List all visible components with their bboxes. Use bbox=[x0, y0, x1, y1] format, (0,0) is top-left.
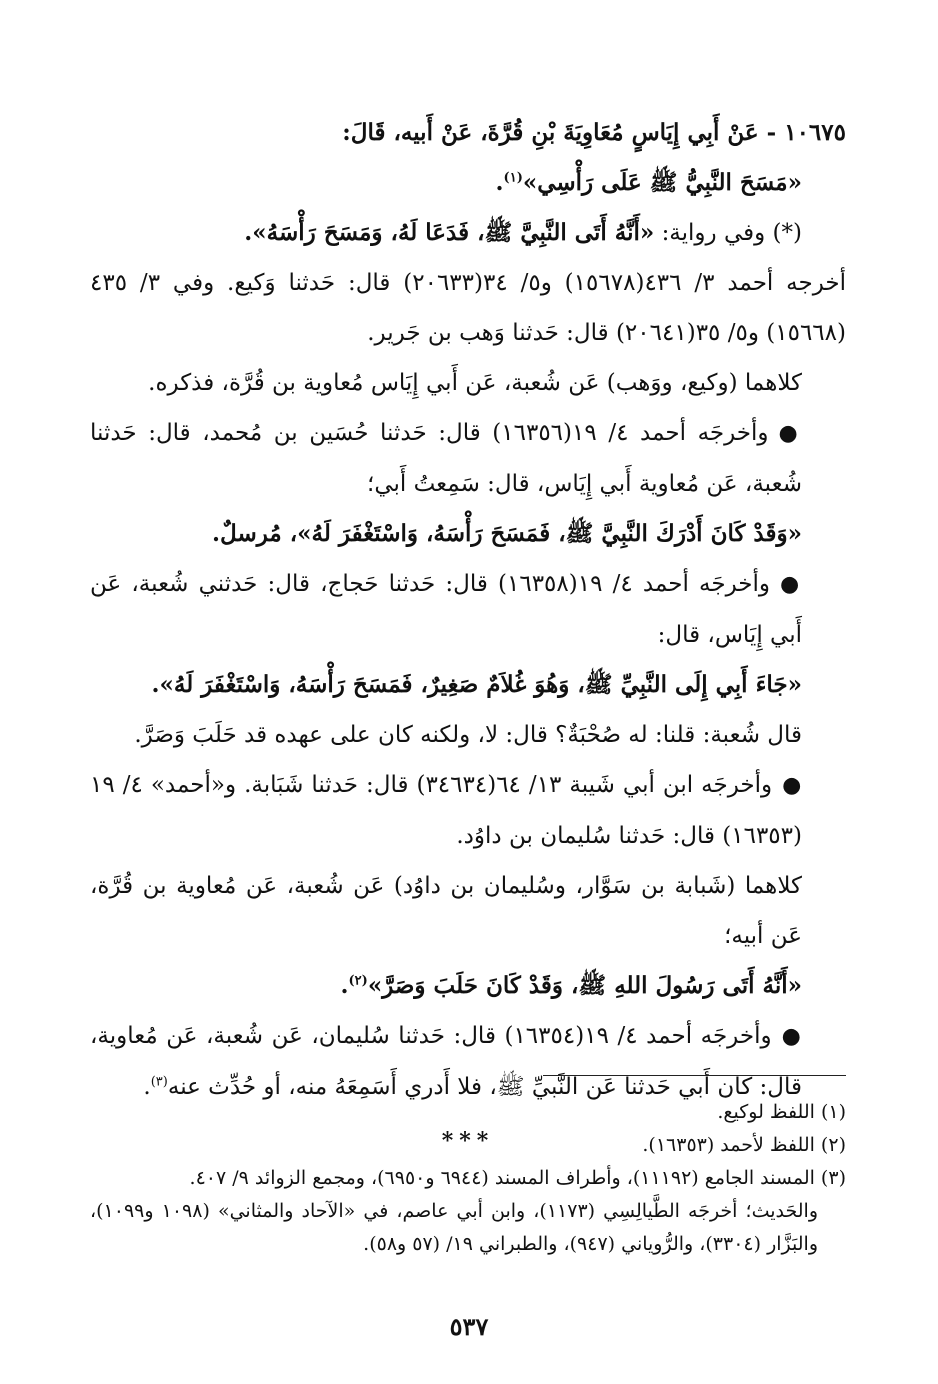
footnotes bbox=[90, 1096, 846, 1261]
footnote-divider bbox=[543, 1075, 846, 1076]
footnote-ref-2: (٢) bbox=[348, 973, 368, 989]
footnote-continuation: والحَديث؛ أخرجَه الطَّيالِسِي (١١٧٣)، وابن أبي عاصم، في «الآحاد والمثاني» (١٠٩٨ و١٠٩٩)، والبَزَّار (٣٣٠٤)، والرُّوياني (٩٤٧)، والطبراني ١٩/ (٥٧ و٥٨). bbox=[90, 1200, 818, 1255]
footnote: (١) اللفظ لوكيع. bbox=[717, 1101, 846, 1123]
bullet-icon: ● bbox=[778, 421, 802, 446]
footnote: (٣) المسند الجامع (١١١٩٢)، وأطراف المسند (٦٩٤٤ و٦٩٥٠)، ومجمع الزوائد ٩/ ٤٠٧. bbox=[189, 1167, 846, 1189]
takhrij-bullet: ●وأخرجَه ابن أبي شَيبة ١٣/ ٦٤(٣٤٦٣٤) قال: حَدثنا شَبَابة. و«أحمد» ٤/ ١٩ (١٦٣٥٣) قال: حَدثنا سُليمان بن داوُد. bbox=[90, 772, 803, 849]
takhrij-matn: «جَاءَ أَبِي إِلَى النَّبِيِّ ﷺ، وَهُوَ غُلاَمٌ صَغِيرٌ، فَمَسَحَ رَأْسَهُ، وَاسْتَغْفَرَ لَهُ». bbox=[151, 671, 802, 698]
takhrij-paragraph: قال شُعبة: قلنا: له صُحْبَةٌ؟ قال: لا، ولكنه كان على عهده قد حَلَبَ وَصَرَّ. bbox=[134, 722, 802, 748]
takhrij-paragraph: أخرجه أحمد ٣/ ٤٣٦(١٥٦٧٨) و٥/ ٣٤(٢٠٦٣٣) قال: حَدثنا وَكيع. وفي ٣/ ٤٣٥ (١٥٦٦٨) و٥/ ٣٥(٢٠٦٤١) قال: حَدثنا وَهب بن جَرير. bbox=[90, 270, 847, 346]
takhrij-matn: «أَنَّهُ أَتَى رَسُولَ اللهِ ﷺ، وَقَدْ كَانَ حَلَبَ وَصَرَّ»$^{(٢)}$. bbox=[340, 972, 802, 999]
bullet-icon: ● bbox=[781, 1024, 802, 1049]
riwaya-line bbox=[90, 208, 846, 258]
riwaya-text: «أَنَّهُ أَتَى النَّبِيَّ ﷺ، فَدَعَا لَهُ، وَمَسَحَ رَأْسَهُ». bbox=[244, 219, 655, 246]
takhrij-matn: «وَقَدْ كَانَ أَدْرَكَ النَّبِيَّ ﷺ، فَمَسَحَ رَأْسَهُ، وَاسْتَغْفَرَ لَهُ»، مُرسلٌ. bbox=[212, 520, 802, 547]
footnote-ref-1: (١) bbox=[503, 170, 523, 186]
footnote: (٢) اللفظ لأحمد (١٦٣٥٣). bbox=[642, 1134, 846, 1156]
hadith-heading: ١٠٦٧٥ - عَنْ أَبِي إِيَاسٍ مُعَاوِيَةَ بْنِ قُرَّةَ، عَنْ أَبيه، قَالَ: bbox=[342, 119, 846, 146]
riwaya-prefix: (*) وفي رواية: bbox=[661, 220, 802, 246]
takhrij-bullet: ●وأخرجَه أحمد ٤/ ١٩(١٦٣٥٦) قال: حَدثنا حُسَين بن مُحمد، قال: حَدثنا شُعبة، عَن مُعاوية أَبي إِيَاس، قال: سَمِعتُ أَبي؛ bbox=[90, 420, 802, 497]
hadith-matn: «مَسَحَ النَّبِيُّ ﷺ عَلَى رَأْسِي»$^{(١)}$. bbox=[495, 169, 802, 196]
takhrij-paragraph: كلاهما (شَبابة بن سَوَّار، وسُليمان بن داوُد) عَن شُعبة، عَن مُعاوية بن قُرَّة، عَن أبيه؛ bbox=[90, 873, 802, 949]
takhrij-bullet: ●وأخرجَه أحمد ٤/ ١٩(١٦٣٥٨) قال: حَدثنا حَجاج، قال: حَدثني شُعبة، عَن أَبي إِيَاس، قال: bbox=[90, 571, 803, 648]
takhrij-bullet: ●وأخرجَه أحمد ٤/ ١٩(١٦٣٥٤) قال: حَدثنا سُليمان، عَن شُعبة، عَن مُعاوية، قال: كان أَبي حَدثنا عَن النَّبيِّ ﷺ، فلا أَدري أَسَمِعَهُ منه، أو حُدِّث عنه$^{(٣)}$. bbox=[90, 1023, 802, 1100]
page-number: ٥٣٧ bbox=[449, 1312, 489, 1341]
main-text bbox=[90, 108, 846, 1166]
footnote-ref-3: (٣) bbox=[150, 1074, 168, 1090]
takhrij-paragraph: كلاهما (وكيع، ووَهب) عَن شُعبة، عَن أَبي إِيَاس مُعاوية بن قُرَّة، فذكره. bbox=[148, 370, 802, 396]
section-separator: *** bbox=[441, 1128, 495, 1154]
bullet-icon: ● bbox=[779, 572, 803, 597]
bullet-icon: ● bbox=[782, 773, 803, 798]
